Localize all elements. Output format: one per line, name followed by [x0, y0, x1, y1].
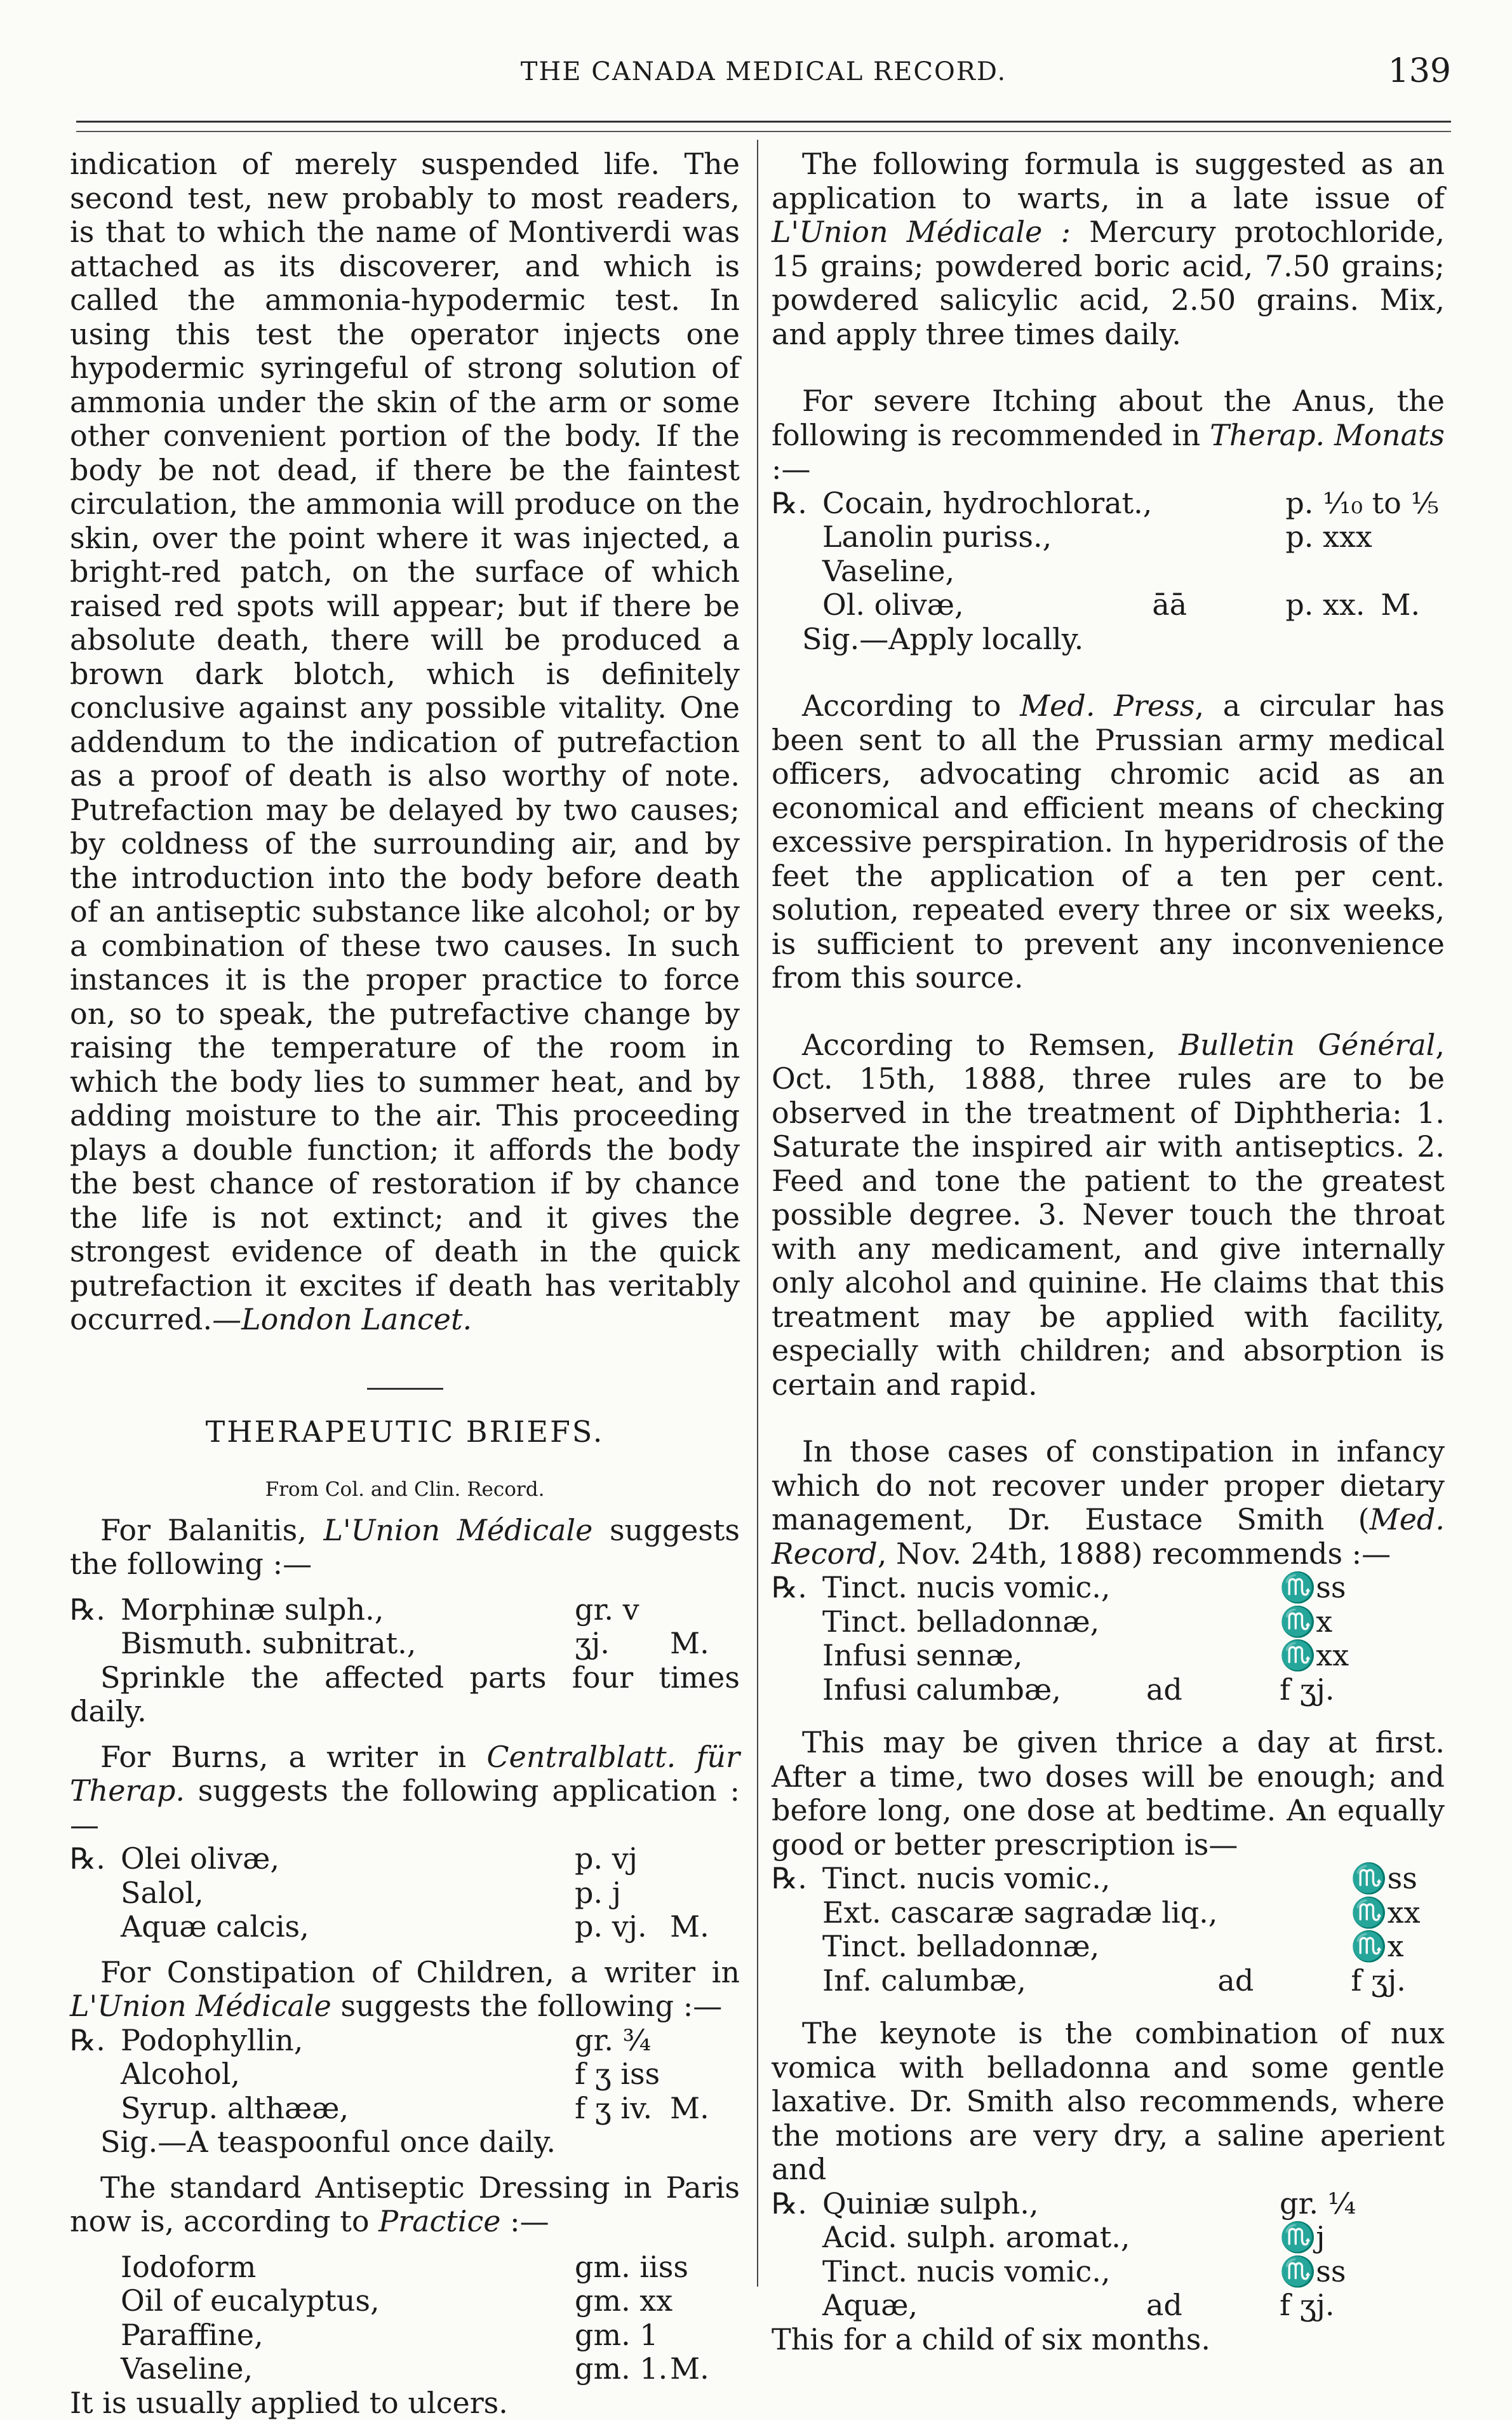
diphtheria-paragraph: According to Remsen, Bulletin Général, Oct. 15th, 1888, three rules are to be observed in the treatment of Diphtheria: 1. Saturate the inspired air with antiseptics. 2. Feed and tone the patient to the greatest possible degree. 3. Never touch the throat with any medicament, and give internally only alcohol and quinine. He claims that this treatment may be applied with facility, especially with children; and absorption is certain and rapid.: [772, 1028, 1445, 1402]
warts-paragraph: The following formula is suggested as an application to warts, in a late issue of L'Union Médicale : Mercury protochloride, 15 grains; powdered boric acid, 7.50 grains; powdered salicylic acid, 2.50 grains. Mix, and apply three times daily.: [772, 147, 1445, 351]
header-rule-thin: [76, 131, 1451, 132]
right-column: [772, 147, 1445, 2282]
page-number: 139: [1388, 52, 1451, 90]
section-source: From Col. and Clin. Record.: [70, 1473, 740, 1507]
keynote-end: This for a child of six months.: [772, 2323, 1445, 2357]
prescription-constipation: ℞. Podophyllin, gr. ¾ Alcohol, f ʒ iss Syrup. althææ, f ʒ iv. M.: [70, 2024, 740, 2126]
balanitis-intro: For Balanitis, L'Union Médicale suggests the following :—: [70, 1514, 740, 1582]
prescription-itching: ℞. Cocain, hydrochlorat., p. ⅒ to ⅕ Lanolin puriss., p. xxx Vaseline, Ol. olivæ, āā p. xx. M.: [772, 487, 1445, 622]
lancet-paragraph: indication of merely suspended life. The second test, new probably to most readers, is that to which the name of Montiverdi was attached as its discoverer, and which is called the ammonia-hypodermic test. In using this test the operator injects one hypodermic syringeful of strong solution of ammonia under the skin of the arm or some other convenient portion of the body. If the body be not dead, if there be the faintest circulation, the ammonia will produce on the skin, over the point where it was injected, a bright-red patch, on the surface of which raised red spots will appear; but if there be absolute death, there will be produced a brown dark blotch, which is definitely conclusive against any possible vitality. One addendum to the indication of putrefaction as a proof of death is also worthy of note. Putrefaction may be delayed by two causes; by coldness of the surrounding air, and by the introduction into the body before death of an antiseptic substance like alcohol; or by a combination of these two causes. In such instances it is the proper practice to force on, so to speak, the putrefactive change by raising the temperature of the room in which the body lies to summer heat, and by adding moisture to the air. This proceeding plays a double function; it affords the body the best chance of restoration if by chance the life is not extinct; and it gives the strongest evidence of death in the quick putrefaction it excites if death has veritably occurred.—London Lancet.: [70, 147, 740, 1337]
prescription-balanitis: ℞. Morphinæ sulph., gr. v Bismuth. subnitrat., ʒj. M.: [70, 1593, 740, 1661]
running-title: THE CANADA MEDICAL RECORD.: [76, 57, 1451, 86]
header-rule: [76, 121, 1451, 123]
constipation-sig: Sig.—A teaspoonful once daily.: [70, 2125, 740, 2160]
balanitis-sig: Sprinkle the affected parts four times daily.: [70, 1661, 740, 1729]
prescription-burns: ℞. Olei olivæ, p. vj Salol, p. j Aquæ calcis, p. vj. M.: [70, 1842, 740, 1944]
column-divider: [757, 140, 758, 2287]
page-header: [76, 52, 1451, 97]
itching-sig: Sig.—Apply locally.: [772, 622, 1445, 657]
left-column: [70, 147, 740, 2282]
lancet-source: —London Lancet.: [212, 1302, 472, 1336]
constipation-intro: For Constipation of Children, a writer in L'Union Médicale suggests the following :—: [70, 1956, 740, 2024]
prescription-smith-2: ℞. Tinct. nucis vomic., ♏ss Ext. cascaræ sagradæ liq., ♏xx Tinct. belladonnæ, ♏x Inf. calumbæ, ad f ʒj.: [772, 1862, 1445, 1998]
prescription-antiseptic: Iodoform gm. iiss Oil of eucalyptus, gm. xx Paraffine, gm. 1 Vaseline, gm. 1. M.: [70, 2250, 740, 2386]
chromic-paragraph: According to Med. Press, a circular has been sent to all the Prussian army medical officers, advocating chromic acid as an economical and efficient means of checking excessive perspiration. In hyperidrosis of the feet the application of a ten per cent. solution, repeated every three or six weeks, is sufficient to prevent any inconvenience from this source.: [772, 689, 1445, 995]
dosage-paragraph: This may be given thrice a day at first. After a time, two doses will be enough; and before long, one dose at bedtime. An equally good or better prescription is—: [772, 1726, 1445, 1862]
section-divider: [367, 1388, 443, 1390]
burns-intro: For Burns, a writer in Centralblatt. für Therap. suggests the following application :—: [70, 1740, 740, 1843]
antiseptic-note: It is usually applied to ulcers.: [70, 2386, 740, 2420]
antiseptic-intro: The standard Antiseptic Dressing in Paris now is, according to Practice :—: [70, 2171, 740, 2239]
constipation-infancy-intro: In those cases of constipation in infancy which do not recover under proper dietary management, Dr. Eustace Smith (Med. Record, Nov. 24th, 1888) recommends :—: [772, 1435, 1445, 1571]
prescription-smith-1: ℞. Tinct. nucis vomic., ♏ss Tinct. belladonnæ, ♏x Infusi sennæ, ♏xx Infusi calumbæ, ad f ʒj.: [772, 1571, 1445, 1707]
keynote-paragraph: The keynote is the combination of nux vomica with belladonna and some gentle laxative. Dr. Smith also recommends, where the motions are very dry, a saline aperient and: [772, 2017, 1445, 2187]
section-title: THERAPEUTIC BRIEFS.: [70, 1415, 740, 1449]
prescription-smith-3: ℞. Quiniæ sulph., gr. ¼ Acid. sulph. aromat., ♏j Tinct. nucis vomic., ♏ss Aquæ, ad f ʒj.: [772, 2187, 1445, 2323]
itching-intro: For severe Itching about the Anus, the following is recommended in Therap. Monats :—: [772, 384, 1445, 487]
